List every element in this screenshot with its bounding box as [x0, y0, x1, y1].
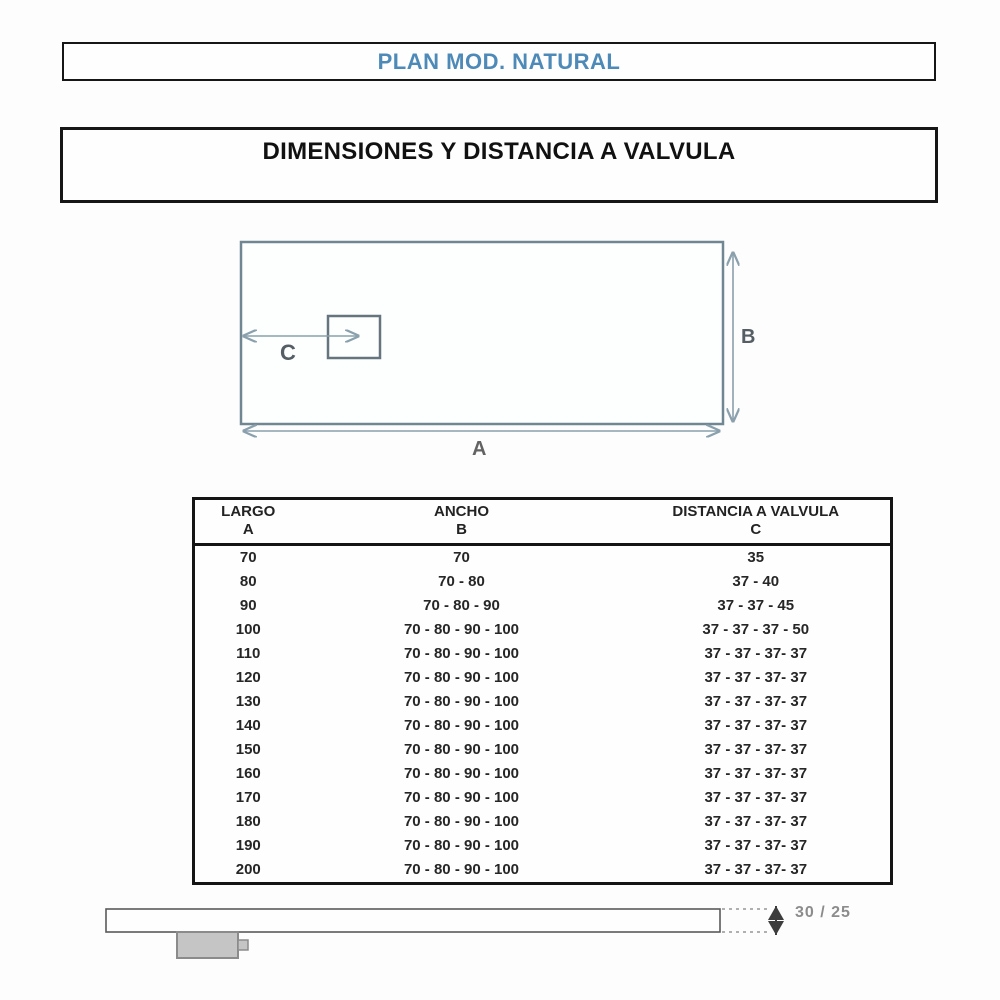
cell-c: 37 - 37 - 37- 37 — [704, 861, 808, 878]
cell-a: 150 — [235, 741, 261, 758]
plan-top-view-diagram — [230, 235, 790, 470]
tray-outline-rect — [241, 242, 723, 424]
header-largo-letter: A — [242, 521, 254, 538]
header-distancia-letter: C — [750, 521, 762, 538]
table-row — [194, 738, 892, 762]
header-largo-title: LARGO — [221, 503, 276, 520]
cell-b: 70 - 80 - 90 - 100 — [403, 837, 520, 854]
cell-a: 170 — [235, 789, 261, 806]
table-row — [194, 666, 892, 690]
dimension-label-a: A — [472, 438, 487, 460]
cell-b: 70 - 80 - 90 - 100 — [403, 645, 520, 662]
cell-b: 70 - 80 - 90 - 100 — [403, 669, 520, 686]
table-row — [194, 594, 892, 618]
height-dimension-label: 30 / 25 — [795, 904, 851, 921]
cell-a: 200 — [235, 861, 261, 878]
dimensions-table-body — [194, 545, 892, 884]
table-row — [194, 858, 892, 884]
cell-a: 190 — [235, 837, 261, 854]
cell-b: 70 - 80 - 90 - 100 — [403, 789, 520, 806]
table-row — [194, 810, 892, 834]
table-row — [194, 642, 892, 666]
tray-profile-rect — [106, 909, 720, 932]
cell-a: 140 — [235, 717, 261, 734]
drain-valve-outlet — [238, 940, 248, 950]
plan-diagram-svg — [230, 235, 790, 470]
dimensions-table-header — [194, 499, 892, 545]
table-row — [194, 690, 892, 714]
cell-a: 180 — [235, 813, 261, 830]
header-distancia — [622, 499, 892, 545]
table-row — [194, 618, 892, 642]
cell-a: 160 — [235, 765, 261, 782]
cell-c: 37 - 37 - 37- 37 — [704, 645, 808, 662]
side-diagram-svg — [95, 893, 905, 983]
dimension-label-c: C — [280, 340, 296, 365]
cell-c: 37 - 37 - 45 — [717, 597, 795, 614]
dimension-label-b: B — [741, 326, 756, 348]
cell-a: 120 — [235, 669, 261, 686]
cell-a: 130 — [235, 693, 261, 710]
cell-a: 70 — [239, 549, 257, 566]
cell-a: 80 — [239, 573, 257, 590]
table-row — [194, 545, 892, 571]
page-subtitle: DIMENSIONES Y DISTANCIA A VALVULA — [262, 138, 736, 165]
cell-c: 37 - 37 - 37- 37 — [704, 765, 808, 782]
cell-c: 37 - 37 - 37- 37 — [704, 789, 808, 806]
cell-c: 35 — [747, 549, 765, 566]
cell-b: 70 — [453, 549, 470, 566]
cell-b: 70 - 80 - 90 - 100 — [403, 861, 520, 878]
header-distancia-title: DISTANCIA A VALVULA — [672, 503, 840, 520]
dimensions-table-container — [192, 497, 893, 885]
table-row — [194, 762, 892, 786]
header-ancho — [302, 499, 622, 545]
cell-b: 70 - 80 - 90 - 100 — [403, 813, 520, 830]
cell-c: 37 - 40 — [732, 573, 780, 590]
title-banner — [62, 42, 936, 81]
cell-b: 70 - 80 - 90 - 100 — [403, 765, 520, 782]
dimensions-table — [192, 497, 893, 885]
subtitle-banner — [60, 127, 938, 203]
extension-dotted-lines — [722, 909, 769, 932]
cell-a: 110 — [236, 645, 261, 662]
table-row — [194, 834, 892, 858]
valve-square — [328, 316, 380, 358]
cell-a: 100 — [235, 621, 261, 638]
cell-b: 70 - 80 - 90 - 100 — [403, 621, 520, 638]
cell-b: 70 - 80 - 90 - 100 — [403, 693, 520, 710]
cell-c: 37 - 37 - 37 - 50 — [702, 621, 810, 638]
cell-c: 37 - 37 - 37- 37 — [704, 717, 808, 734]
cell-c: 37 - 37 - 37- 37 — [704, 669, 808, 686]
cell-a: 90 — [239, 597, 257, 614]
page-title: PLAN MOD. NATURAL — [377, 48, 621, 74]
cell-b: 70 - 80 — [438, 573, 485, 590]
cell-b: 70 - 80 - 90 - 100 — [403, 741, 520, 758]
table-row — [194, 786, 892, 810]
cell-b: 70 - 80 - 90 - 100 — [403, 717, 520, 734]
cell-c: 37 - 37 - 37- 37 — [704, 693, 808, 710]
table-row — [194, 714, 892, 738]
cell-b: 70 - 80 - 90 — [423, 597, 500, 614]
cell-c: 37 - 37 - 37- 37 — [704, 741, 808, 758]
cell-c: 37 - 37 - 37- 37 — [704, 813, 808, 830]
header-largo — [194, 499, 302, 545]
drain-valve-body — [177, 932, 238, 958]
table-row — [194, 570, 892, 594]
header-ancho-letter: B — [456, 521, 467, 538]
side-view-diagram — [95, 893, 905, 983]
cell-c: 37 - 37 - 37- 37 — [704, 837, 808, 854]
header-ancho-title: ANCHO — [434, 503, 489, 520]
